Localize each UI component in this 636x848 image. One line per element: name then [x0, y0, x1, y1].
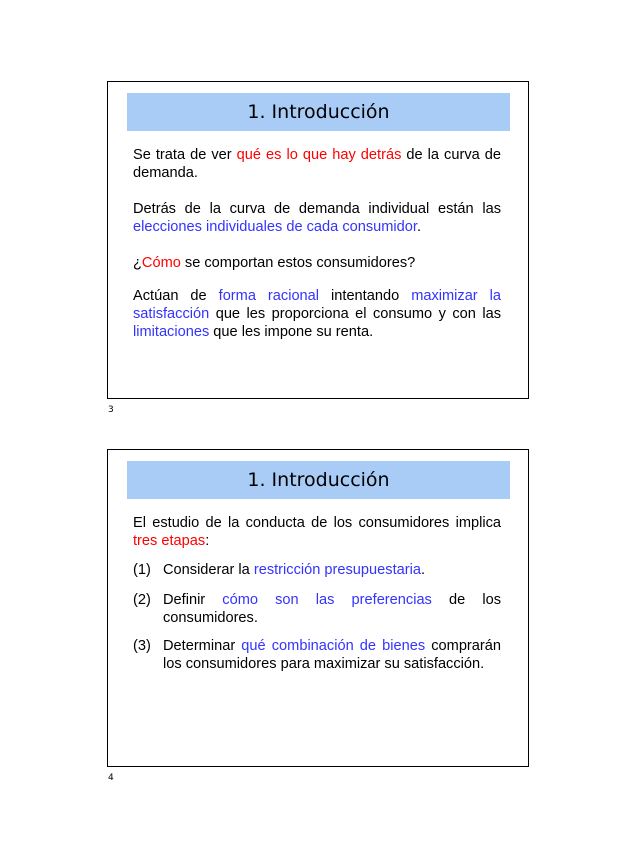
text: El estudio de la conducta de los consumidores implica [133, 515, 501, 531]
highlight-blue: forma racional [218, 288, 320, 304]
slide-4 [107, 449, 529, 767]
text: . [416, 219, 422, 235]
text: Se trata de ver [133, 147, 237, 163]
list-text [163, 561, 501, 579]
text: de la curva de demanda. [133, 147, 501, 181]
list-text [163, 637, 501, 673]
highlight-red: Cómo [141, 255, 181, 271]
slide-3 [107, 81, 529, 399]
page-number: 3 [108, 405, 114, 415]
text: ¿ [133, 255, 142, 271]
highlight-red: qué es lo que hay detrás [236, 147, 402, 163]
slide-title-bar [127, 461, 510, 499]
slide-title: 1. Introducción [247, 469, 390, 491]
text: comprarán los consumidores para maximizar su satisfacción. [163, 638, 502, 672]
text: . [420, 562, 426, 578]
highlight-blue: restricción presupuestaria [253, 562, 421, 578]
highlight-blue: cómo son las preferencias [222, 592, 432, 608]
paragraph-1 [133, 146, 501, 182]
highlight-blue: limitaciones [133, 324, 210, 340]
text: Determinar [163, 638, 242, 654]
text: Definir [163, 592, 223, 608]
text: : [205, 533, 210, 549]
paragraph-2 [133, 200, 501, 236]
slide-title: 1. Introducción [247, 101, 390, 123]
text: de los consumidores. [163, 592, 501, 626]
paragraph-4 [133, 287, 501, 341]
highlight-blue: maximizar la satisfacción [133, 288, 502, 322]
paragraph-3 [133, 254, 501, 272]
page-number: 4 [108, 773, 114, 783]
list-number: (2) [133, 592, 151, 608]
highlight-red: tres etapas [133, 533, 206, 549]
text: se comportan estos consumidores? [180, 255, 416, 271]
text: Actúan de [133, 288, 219, 304]
text: intentando [319, 288, 412, 304]
list-text [163, 591, 501, 627]
text: que les impone su renta. [209, 324, 374, 340]
text: Considerar la [163, 562, 254, 578]
list-number: (1) [133, 562, 151, 578]
highlight-blue: elecciones individuales de cada consumidor [133, 219, 417, 235]
text: Detrás de la curva de demanda individual están las [133, 201, 501, 217]
slide-title-bar [127, 93, 510, 131]
highlight-blue: qué combinación de bienes [241, 638, 426, 654]
intro-paragraph [133, 514, 501, 550]
list-number: (3) [133, 638, 151, 654]
text: que les proporciona el consumo y con las [209, 306, 501, 322]
